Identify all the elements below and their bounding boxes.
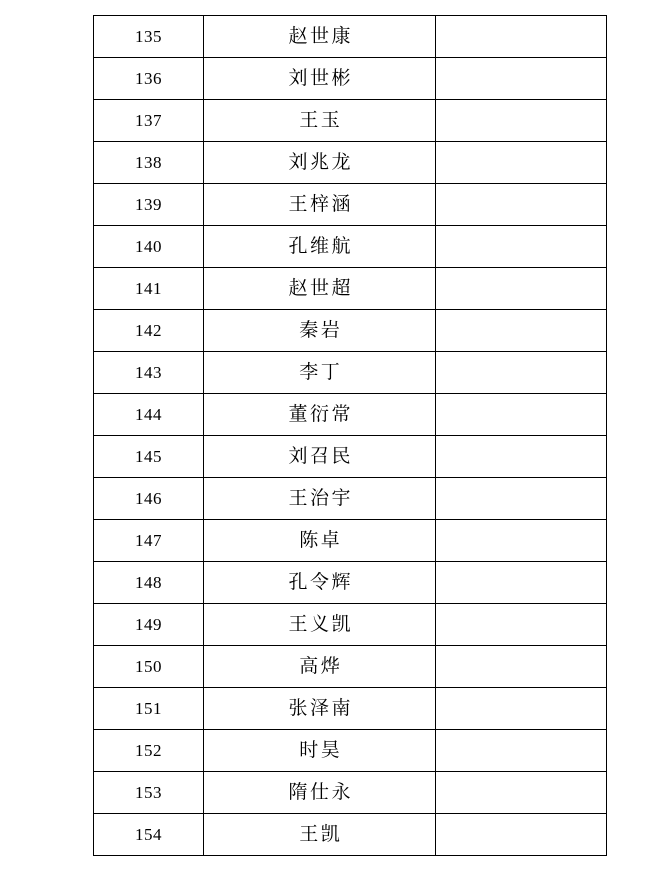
row-name: 王凯 [204,814,436,856]
row-index: 147 [94,520,204,562]
row-index: 135 [94,16,204,58]
table-row [94,184,607,226]
row-name: 王义凯 [204,604,436,646]
row-note [436,520,607,562]
row-note [436,394,607,436]
row-name: 王玉 [204,100,436,142]
row-name: 张泽南 [204,688,436,730]
row-index: 148 [94,562,204,604]
row-note [436,772,607,814]
row-note [436,688,607,730]
row-note [436,142,607,184]
table-row [94,58,607,100]
row-index: 139 [94,184,204,226]
table-row [94,688,607,730]
row-name: 赵世超 [204,268,436,310]
row-note [436,268,607,310]
table-row [94,604,607,646]
table-row [94,226,607,268]
row-note [436,16,607,58]
row-note [436,646,607,688]
row-note [436,310,607,352]
row-note [436,436,607,478]
row-index: 145 [94,436,204,478]
row-note [436,184,607,226]
row-name: 刘兆龙 [204,142,436,184]
row-note [436,100,607,142]
row-index: 137 [94,100,204,142]
row-index: 141 [94,268,204,310]
row-index: 154 [94,814,204,856]
table-row [94,772,607,814]
row-note [436,226,607,268]
row-name: 时昊 [204,730,436,772]
row-name: 董衍常 [204,394,436,436]
row-index: 150 [94,646,204,688]
table-row [94,100,607,142]
row-index: 144 [94,394,204,436]
row-name: 陈卓 [204,520,436,562]
roster-table-body [94,16,607,856]
row-name: 王治宇 [204,478,436,520]
roster-table [93,15,607,856]
row-name: 秦岩 [204,310,436,352]
row-index: 143 [94,352,204,394]
table-row [94,562,607,604]
row-note [436,604,607,646]
row-name: 王梓涵 [204,184,436,226]
table-row [94,520,607,562]
row-name: 刘召民 [204,436,436,478]
row-name: 赵世康 [204,16,436,58]
row-index: 146 [94,478,204,520]
table-row [94,478,607,520]
row-index: 136 [94,58,204,100]
table-row [94,310,607,352]
table-row [94,646,607,688]
row-index: 149 [94,604,204,646]
row-name: 孔令辉 [204,562,436,604]
row-index: 153 [94,772,204,814]
table-row [94,814,607,856]
table-row [94,16,607,58]
table-row [94,142,607,184]
table-row [94,730,607,772]
row-name: 孔维航 [204,226,436,268]
row-note [436,478,607,520]
row-note [436,58,607,100]
row-index: 138 [94,142,204,184]
row-index: 142 [94,310,204,352]
table-row [94,436,607,478]
row-name: 刘世彬 [204,58,436,100]
row-note [436,730,607,772]
row-index: 140 [94,226,204,268]
table-row [94,394,607,436]
row-note [436,562,607,604]
row-note [436,814,607,856]
table-row [94,268,607,310]
row-name: 高烨 [204,646,436,688]
row-note [436,352,607,394]
row-name: 隋仕永 [204,772,436,814]
row-name: 李丁 [204,352,436,394]
table-row [94,352,607,394]
row-index: 151 [94,688,204,730]
row-index: 152 [94,730,204,772]
